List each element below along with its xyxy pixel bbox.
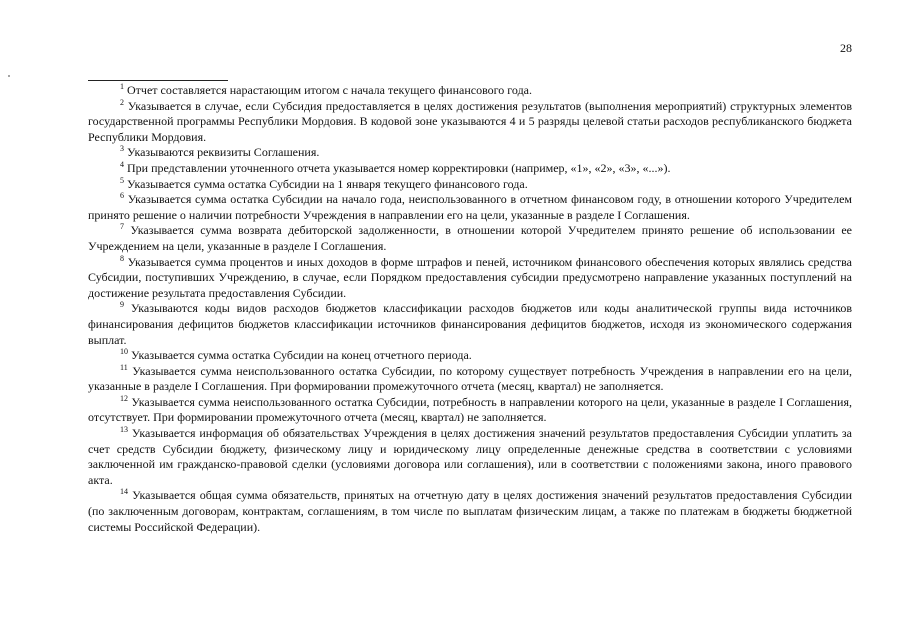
footnotes-list (88, 83, 852, 535)
footnote-text: Указывается сумма остатка Субсидии на 1 января текущего финансового года. (124, 176, 528, 191)
footnote-text: Указывается сумма неиспользованного остатка Субсидии, потребность в направлении которого на цели, указанные в разделе I Соглашения, отсутствует. При формировании промежуточного отчета (месяц, квартал) не заполняется. (88, 394, 852, 425)
footnote-text: Указывается сумма возврата дебиторской задолженности, в отношении которой Учредителем принято решение об использовании ее Учреждением на цели, указанные в разделе I Соглашения. (88, 223, 852, 253)
footnote-10 (88, 348, 852, 364)
footnote-marker: 1 (120, 82, 124, 91)
footnote-text: Указывается сумма остатка Субсидии на конец отчетного периода. (128, 348, 472, 363)
footnote-3 (88, 145, 852, 161)
footnote-text: Указывается сумма неиспользованного остатка Субсидии, по которому существует потребность Учреждения в направлении его на цели, указанные в разделе I Соглашения. При формировании промежуточного отчета (месяц, квартал) не заполняется. (88, 363, 852, 394)
footnote-text: Указывается общая сумма обязательств, принятых на отчетную дату в целях достижения значений результатов предоставления Субсидии (по заключенным договорам, контрактам, соглашениям, в том числе по выплатам физическим лицам, а также по платежам в бюджеты бюджетной системы Российской Федерации). (88, 488, 852, 534)
footnote-11 (88, 364, 852, 395)
footnote-marker: 10 (120, 347, 128, 357)
footnote-text: Указываются реквизиты Соглашения. (124, 145, 320, 160)
footnote-12 (88, 395, 852, 426)
footnote-marker: 7 (120, 222, 124, 232)
footnote-text: Указываются коды видов расходов бюджетов классификации расходов бюджетов или коды аналитической группы вида источников финансирования дефицитов бюджетов классификации источников финансирования дефицитов бюджетов, исходя из экономического содержания выплат. (88, 301, 852, 347)
scan-speck (8, 75, 10, 77)
footnote-marker: 4 (120, 159, 124, 169)
footnote-text: Указывается в случае, если Субсидия предоставляется в целях достижения результатов (выполнения мероприятий) структурных элементов государственной программы Республики Мордовия. В кодовой зоне указываются 4 и 5 разряды целевой статьи расходов республиканского бюджета Республики Мордовия. (88, 98, 852, 144)
footnote-marker: 6 (120, 191, 124, 201)
footnote-text: Отчет составляется нарастающим итогом с начала текущего финансового года. (124, 83, 532, 97)
footnote-7 (88, 223, 852, 254)
footnote-marker: 14 (120, 487, 128, 497)
footnote-2 (88, 99, 852, 146)
footnote-1 (88, 83, 852, 99)
footnote-4 (88, 161, 852, 177)
footnote-13 (88, 426, 852, 488)
footnote-8 (88, 255, 852, 302)
footnote-9 (88, 301, 852, 348)
footnote-text: При представлении уточненного отчета указывается номер корректировки (например, «1», «2», «3», «...»). (124, 160, 671, 175)
footnote-14 (88, 488, 852, 535)
footnote-marker: 13 (120, 425, 128, 435)
footnote-text: Указывается информация об обязательствах Учреждения в целях достижения значений результатов предоставления Субсидии уплатить за счет средств Субсидии бюджету, физическому лицу и юридическому лицу определенные денежные средства в соответствии с условиями заключенной им гражданско-правовой сделки (условиями договора или соглашения), или в соответствии с положениями закона, иного правового акта. (88, 426, 852, 487)
footnote-marker: 3 (120, 144, 124, 154)
footnote-separator (88, 80, 228, 81)
footnote-text: Указывается сумма процентов и иных доходов в форме штрафов и пеней, источником финансового обеспечения которых являлись средства Субсидии, поступивших Учреждению, в случае, если Порядком предоставления субсидии предусмотрено направление указанных поступлений на достижение результата предоставления Субсидии. (88, 254, 852, 300)
footnote-marker: 2 (120, 97, 124, 107)
footnote-marker: 5 (120, 175, 124, 185)
footnote-marker: 12 (120, 393, 128, 403)
footnote-marker: 8 (120, 253, 124, 263)
footnote-text: Указывается сумма остатка Субсидии на начало года, неиспользованного в отчетном финансовом году, в отношении которого Учредителем принято решение о наличии потребности Учреждения в направлении его на цели, указанные в разделе I Соглашения. (88, 192, 852, 222)
footnote-6 (88, 192, 852, 223)
footnote-5 (88, 177, 852, 193)
footnote-marker: 11 (120, 362, 128, 372)
footnote-marker: 9 (120, 300, 124, 310)
page-number: 28 (840, 41, 852, 55)
